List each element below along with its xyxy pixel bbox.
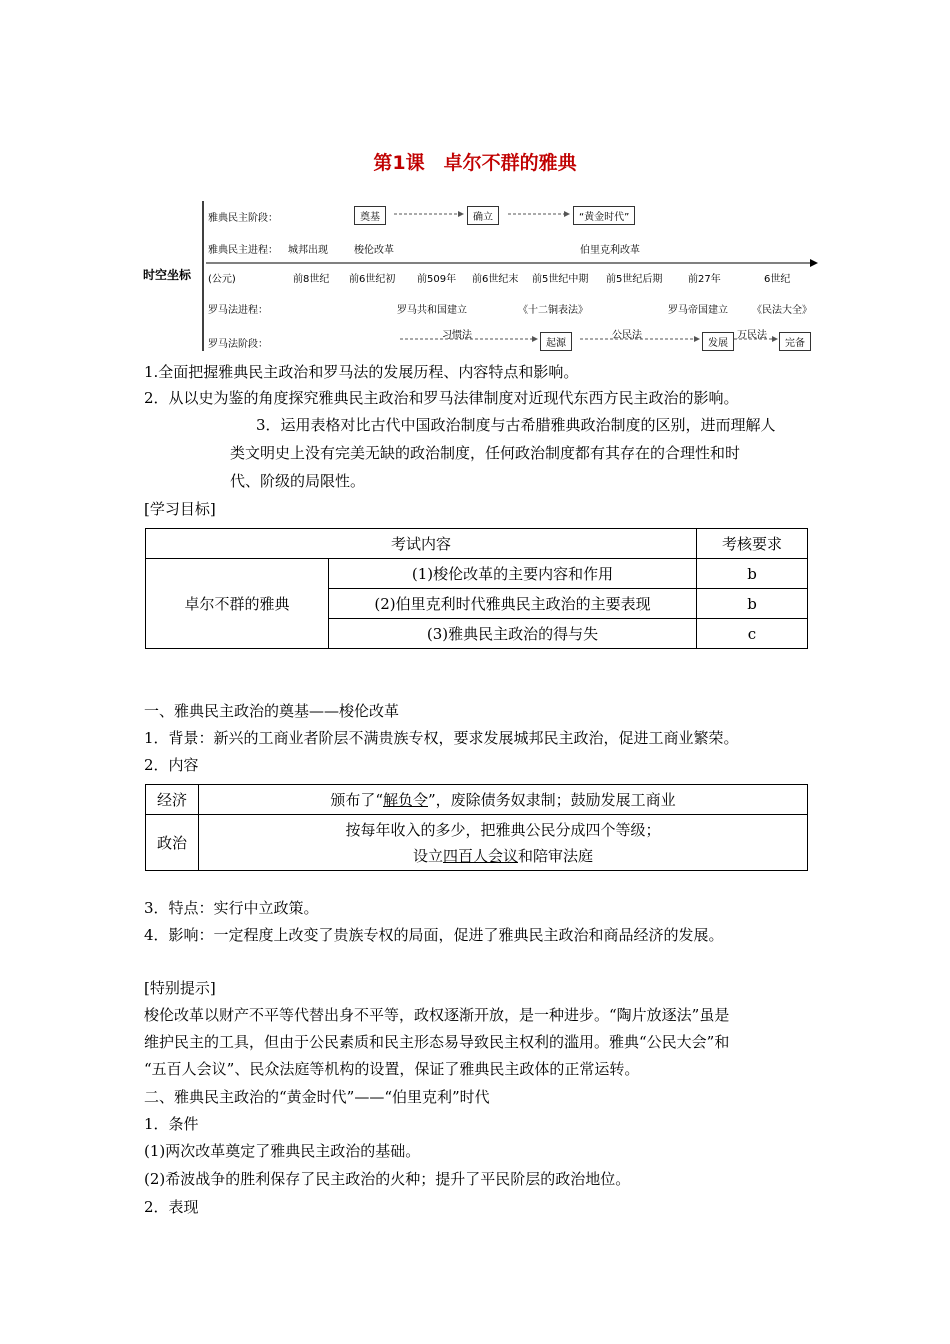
row4-label: 罗马法进程：	[208, 305, 268, 316]
goal-1: 1.全面把握雅典民主政治和罗马法的发展历程、内容特点和影响。	[144, 363, 579, 381]
stage-box-foundation: 奠基	[354, 206, 386, 225]
council-400-term: 四百人会议	[442, 846, 518, 865]
event-corpus-juris: 《民法大全》	[752, 305, 812, 316]
axis-tick: 前6世纪末	[472, 274, 519, 285]
section2-condition-1: (1)两次改革奠定了雅典民主政治的基础。	[144, 1142, 421, 1160]
arrow-label-jus-gentium: 万民法	[737, 330, 767, 341]
exam-header-requirement: 考核要求	[697, 529, 808, 559]
tip-line-2: 维护民主的工具，但由于公民素质和民主形态易导致民主权利的滥用。雅典“公民大会”和	[144, 1033, 730, 1051]
timeline-side-label: 时空坐标	[143, 268, 192, 282]
event-city-state: 城邦出现	[288, 245, 328, 256]
exam-content-cell: (3)雅典民主政治的得与失	[329, 619, 697, 649]
goal-3-line-3: 代、阶级的局限性。	[230, 472, 366, 490]
axis-tick: 前5世纪后期	[606, 274, 663, 285]
axis-tick: 前5世纪中期	[532, 274, 589, 285]
section2-performance: 2．表现	[144, 1198, 199, 1216]
exam-content-cell: (1)梭伦改革的主要内容和作用	[329, 559, 697, 589]
exam-req-cell: b	[697, 589, 808, 619]
stage-box-development: 发展	[702, 332, 734, 351]
tip-line-3: “五百人会议”、民众法庭等机构的设置，保证了雅典民主政体的正常运转。	[144, 1060, 640, 1078]
event-roman-empire: 罗马帝国建立	[668, 305, 728, 316]
stage-box-golden-age: “黄金时代”	[573, 206, 635, 225]
axis-tick: 6世纪	[764, 274, 791, 285]
page-title: 第1课 卓尔不群的雅典	[373, 152, 577, 174]
event-twelve-tables: 《十二铜表法》	[518, 305, 588, 316]
arrow-label-civil-law: 公民法	[612, 330, 642, 341]
axis-label: (公元)	[208, 274, 236, 285]
stage-box-complete: 完备	[779, 332, 811, 351]
debt-relief-term: 解负令	[382, 791, 428, 809]
section2-condition: 1．条件	[144, 1115, 199, 1133]
section1-background: 1．背景：新兴的工商业者阶层不满贵族专权，要求发展城邦民主政治，促进工商业繁荣。	[144, 729, 739, 747]
solon-reform-table	[145, 784, 808, 871]
arrow-label-custom-law: 习惯法	[442, 330, 472, 341]
econ-content: 颁布了“解负令”，废除债务奴隶制；鼓励发展工商业	[199, 785, 808, 815]
stage-box-establish: 确立	[467, 206, 499, 225]
econ-label: 经济	[146, 785, 199, 815]
exam-table	[145, 528, 808, 649]
axis-tick: 前27年	[688, 274, 721, 285]
section1-heading: 一、雅典民主政治的奠基——梭伦改革	[144, 702, 400, 720]
exam-content-cell: (2)伯里克利时代雅典民主政治的主要表现	[329, 589, 697, 619]
row5-label: 罗马法阶段：	[208, 339, 268, 350]
exam-topic: 卓尔不群的雅典	[146, 559, 329, 649]
tip-label: [特别提示]	[144, 979, 216, 997]
exam-req-cell: c	[697, 619, 808, 649]
event-roman-republic: 罗马共和国建立	[397, 305, 467, 316]
axis-tick: 前6世纪初	[349, 274, 396, 285]
section1-content-label: 2．内容	[144, 756, 199, 774]
tip-line-1: 梭伦改革以财产不平等代替出身不平等，政权逐渐开放，是一种进步。“陶片放逐法”虽是	[144, 1006, 730, 1024]
pol-label: 政治	[146, 815, 199, 871]
goal-2: 2．从以史为鉴的角度探究雅典民主政治和罗马法律制度对近现代东西方民主政治的影响。	[144, 389, 739, 407]
event-solon-reform: 梭伦改革	[354, 245, 394, 256]
row1-label: 雅典民主阶段：	[208, 213, 278, 224]
exam-header-content: 考试内容	[146, 529, 697, 559]
goal-3-line-2: 类文明史上没有完美无缺的政治制度，任何政治制度都有其存在的合理性和时	[230, 444, 741, 462]
row2-label: 雅典民主进程：	[208, 245, 278, 256]
stage-box-origin: 起源	[540, 332, 572, 351]
pol-content: 按每年收入的多少，把雅典公民分成四个等级； 设立四百人会议和陪审法庭	[199, 815, 808, 871]
section1-impact: 4．影响：一定程度上改变了贵族专权的局面，促进了雅典民主政治和商品经济的发展。	[144, 926, 724, 944]
exam-req-cell: b	[697, 559, 808, 589]
goal-3-line-1: 3．运用表格对比古代中国政治制度与古希腊雅典政治制度的区别，进而理解人	[256, 416, 776, 434]
axis-tick: 前509年	[417, 274, 457, 285]
goals-label: [学习目标]	[144, 500, 216, 518]
event-pericles-reform: 伯里克利改革	[580, 245, 640, 256]
section2-heading: 二、雅典民主政治的“黄金时代”——“伯里克利”时代	[144, 1088, 490, 1106]
section2-condition-2: (2)希波战争的胜利保存了民主政治的火种；提升了平民阶层的政治地位。	[144, 1170, 631, 1188]
axis-tick: 前8世纪	[293, 274, 330, 285]
section1-feature: 3．特点：实行中立政策。	[144, 899, 319, 917]
